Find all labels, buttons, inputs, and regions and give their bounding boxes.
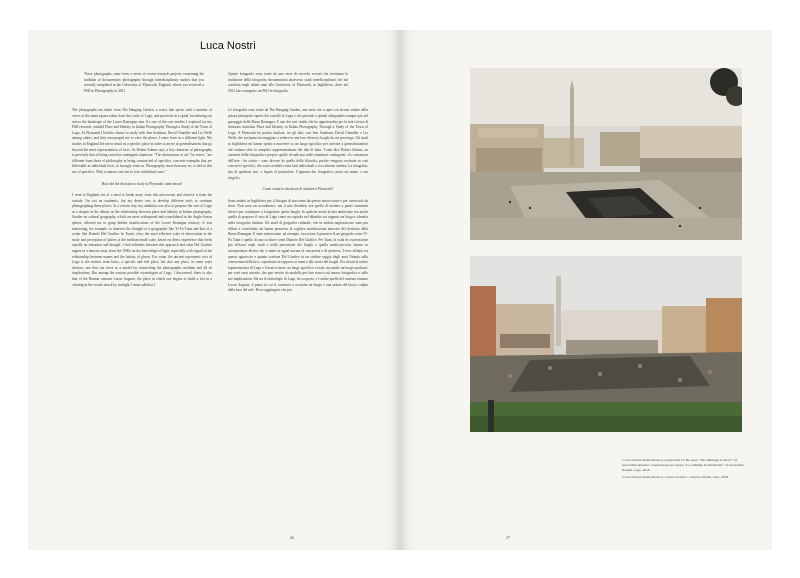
right-page xyxy=(400,30,772,550)
caption-1: 1 Luca Nostri, Piazza Baracca, preparation for the opera "The Marriage Contract" by Gioacchino Rossini / preparazione per l'opera "La cambiale di matrimonio" di Gioacchino Rossini, Lugo, 2018 xyxy=(622,458,745,472)
italian-paragraph-1: Le fotografie sono tratte da The Hanging Garden, una serie che si apre con alcune vedute della piazza principale riprese dal castello di Lugo e che procede a spirale allargandosi sempre piu nel paesaggio della Bassa Romagna. E uno dei casi studio che ho approfondito per la mia ricerca di dottorato intitolata Place and Identity in Italian Photography Through a Study of the Town of Lugo. A Plymouth ho potuto studiare, tra gli altri, con Jem Southam, David Chandler e Liz Wells, che mi hanno incoraggiato a vedere in una luce diversa i luoghi da cui provengo. Gli studi in Inghilterra mi hanno spinto a muovere su un luogo specifico per arrivare a generalizzazioni che vadano oltre la semplice rappresentazione dei dati di fatto. Come dice Robert Adams, un carattere della fotografia e proprio quello di radicarsi nelle situazioni contingenti: «Le astrazioni dell'arte - ha scritto - sono diverse da quelle della filosofia, perche vengono costruite su casi concreti e specifici, che sono credibili come fatti individuali o cosi almeno sembra. La fotografia, piu di qualsiasi arte, e legata al particolare. L'apparecchio fotografico porta ad amare i casi singoli.» xyxy=(228,108,369,180)
english-paragraph-1: The photographs are taken from The Hanging Garden, a series that opens with a number of views of the main square taken from the castle of Lugo, and proceeds in a spiral, broadening out across the landscape of the Lower Romagna area. It's one of the case studies I explored for my PhD research, entitled Place and Identity in Italian Photography Through a Study of the Town of Lugo. At Plymouth I had the chance to study with Jem Southam, David Chandler and Liz Wells among others, and they encouraged me to view the places I come from in a different light. My studies in England led me to intuit on a specific place in order to arrive at generalisations that go beyond the mere representation of facts. As Robert Adams says, a key character of photography is precisely that of being rooted in contingent situations: "The abstractions of art," he writes, "are different from those of philosophy in being constructed of specifics, concrete examples that are believable as individual facts, or strongly seem so. Photography, more than any art, is tied in this use of specifics. With a camera, one has to love individual cases." xyxy=(72,108,212,174)
page-number-right: 27 xyxy=(506,535,510,540)
photo-piazza-preparation xyxy=(470,68,742,240)
italian-intro: Queste fotografie sono tratte da una serie di ricerche recenti che rivisitano la tradizione della fotografia documentaria attraverso studi interdisciplinari che hai condotto negli ultimi anni alla University of Plymouth, in Inghilterra, dove nel 2021 hai conseguito un PhD in fotografia. xyxy=(228,72,348,93)
italian-paragraph-2: Sono andato in Inghilterra per il bisogno di staccarmi da questo microcosmo e per osservarlo da fuori. Non sono un accademico, ma il mio desiderio era quello di mettere a punto strumenti diversi per continuare a fotografare questi luoghi. In qualche modo la mia ambizione era anche quella di proporre il caso di Lugo come un capitolo nel dibattito sui rapporti tra luogo e identita nella fotografia italiana. Gli studi di geografia culturale, che in ambito anglosassone sono piu diffusi e consolidati, mi hanno permesso di cogliere stratificazioni nascoste del territorio della Bassa Romagna. E stato interessante, ad esempio, incrociare il pensiero di un geografo come Yi-Fu Tuan e quello di uno scrittore come Daniele Del Giudice. Per Tuan, la scala di osservazione piu efficace negli studi e nella percezione dei luoghi e quella medio-piccola, basata su un'esperienza diretta che si nutre in egual misura di sensazioni e di pensiero. Trovo affinita tra questo approccio e quanto sostiene Del Giudice in un celebre saggio degli anni Ottanta sulla conoscenza della luce, soprattutto in rapporto ai nomi e alla storia dei luoghi. Per alcuni la radice toponomastica di Lugo e l'arcaico lucus: un luogo specifico e reale, ma anche un luogo qualsiasi, per certi versi astratto, che puo servire da modello per fare ricerca sul mezzo fotografico e sulle sue implicazioni. Ma tra le etimologie di Lugo, ho scoperto, c'e anche quella del castrum romano Lucus Augusti: il punto in cui si comincia a costruire un luogo e una radura del bosco colpita dalla luce del sole. Devo aggiungere che poi xyxy=(228,198,368,293)
photo-captions xyxy=(622,458,752,482)
english-paragraph-2: I went to England out of a need to break away from this microcosm and observe it from the outside. I'm not an academic, but my desire was to develop different tools to continue photographing these places. In a certain way, my ambition was also to propose the case of Lugo as a chapter in the debate on the relationship between place and identity in Italian photography. Studies on cultural geography, which are more widespread and consolidated in the Anglo-Saxon sphere, allowed me to grasp hidden stratifications of the Lower Romagna territory. It was interesting, for example, to intersect the thought of a geographer like Yi-Fu Tuan and that of a writer like Daniele Del Giudice. In Tuan's view, the most effective scale of observation in the study and perception of places is the medium-small scale, based on direct experience that feeds equally on sensation and thought. I find affinities between this approach and what Del Giudice argues in a famous essay from the 1980s on the knowledge of light, especially with regard to the relationship between names and the history of places. For some, the ancient toponymic root of Lugo is the archaic term lucus, a specific and real place, but also any place, in some ways abstract, one that can serve as a model for researching the photographic medium and all its implications. But among the various possible etymologies of Lugo, I discovered, there is also that of the Roman castrum Lucus Augusti, the place in which one begins to build a fort in a clearing in the woods struck by sunlight. I must add that I xyxy=(72,193,212,287)
english-question: How did the decision to study in Plymouth come about? xyxy=(101,181,183,186)
photo-piazza-concert xyxy=(470,256,742,432)
left-page xyxy=(28,30,400,550)
italian-question: Come e nata la decisione di studiare a Plymouth? xyxy=(262,187,334,192)
caption-2: 2 Luca Nostri, Piazza Baracca, concert at dawn / concerto all'alba, Lugo, 2018 xyxy=(622,475,729,479)
italian-column xyxy=(228,72,368,298)
page-title: Luca Nostri xyxy=(200,40,256,52)
english-intro: These photographs come from a series of recent research projects examining the tradition of documentary photography through interdisciplinary studies that you recently completed at the University of Plymouth, England, where you received a PhD in Photography in 2021. xyxy=(84,72,204,93)
english-column xyxy=(72,72,212,292)
page-number-left: 26 xyxy=(290,535,294,540)
